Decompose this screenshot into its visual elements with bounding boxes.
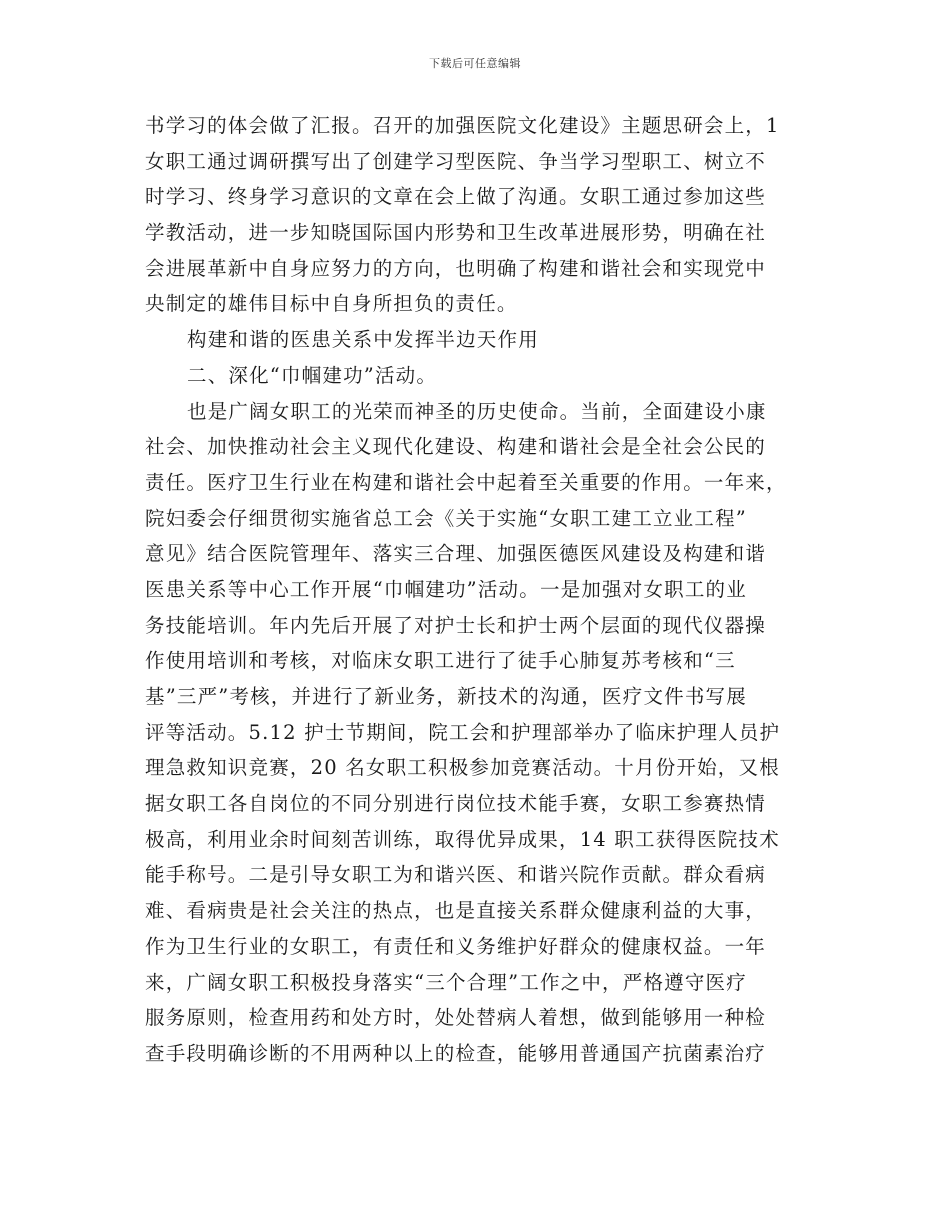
text-line: 查手段明确诊断的不用两种以上的检查，能够用普通国产抗菌素治疗: [145, 1041, 767, 1065]
text-line: 评等活动。5.12 护士节期间，院工会和护理部举办了临床护理人员护: [145, 720, 781, 744]
text-line: 难、看病贵是社会关注的热点，也是直接关系群众健康利益的大事，: [145, 899, 767, 923]
document-body: [145, 108, 815, 1072]
text-line: 社会、加快推动社会主义现代化建设、构建和谐社会是全社会公民的: [145, 435, 767, 459]
text-line: 理急救知识竞赛，20 名女职工积极参加竞赛活动。十月份开始，又根: [145, 756, 780, 780]
text-line: 能手称号。二是引导女职工为和谐兴医、和谐兴院作贡献。群众看病: [145, 863, 767, 887]
text-line: 时学习、终身学习意识的文章在会上做了沟通。女职工通过参加这些: [145, 185, 767, 209]
text-line: 二、深化“巾帼建功”活动。: [187, 363, 438, 387]
text-line: 责任。医疗卫生行业在构建和谐社会中起着至关重要的作用。一年来，: [145, 470, 787, 494]
text-line: 服务原则，检查用药和处方时，处处替病人着想，做到能够用一种检: [145, 1006, 767, 1030]
text-line: 医患关系等中心工作开展“巾帼建功”活动。一是加强对女职工的业: [145, 577, 747, 601]
text-line: 务技能培训。年内先后开展了对护士长和护士两个层面的现代仪器操: [145, 613, 767, 637]
text-line: 女职工通过调研撰写出了创建学习型医院、争当学习型职工、树立不: [145, 149, 767, 173]
text-line: 也是广阔女职工的光荣而神圣的历史使命。当前，全面建设小康: [187, 399, 767, 423]
text-line: 意见》结合医院管理年、落实三合理、加强医德医风建设及构建和谐: [145, 542, 767, 566]
text-line: 作为卫生行业的女职工，有责任和义务维护好群众的健康权益。一年: [145, 934, 767, 958]
text-line: 构建和谐的医患关系中发挥半边天作用: [187, 328, 539, 352]
page-header: 下载后可任意编辑: [429, 57, 521, 70]
text-line: 基”三严”考核，并进行了新业务，新技术的沟通，医疗文件书写展: [145, 685, 747, 708]
text-line: 据女职工各自岗位的不同分别进行岗位技术能手赛，女职工参赛热情: [145, 792, 767, 816]
text-line: 院妇委会仔细贯彻实施省总工会《关于实施“女职工建工立业工程”: [145, 506, 747, 530]
text-line: 会进展革新中自身应努力的方向，也明确了构建和谐社会和实现党中: [145, 256, 767, 280]
text-line: 书学习的体会做了汇报。召开的加强医院文化建设》主题思研会上，1: [145, 114, 780, 137]
text-line: 央制定的雄伟目标中自身所担负的责任。: [145, 292, 518, 316]
text-line: 极高，利用业余时间刻苦训练，取得优异成果，14 职工获得医院技术: [145, 827, 780, 851]
text-line: 学教活动，进一步知晓国际国内形势和卫生改革进展形势，明确在社: [145, 221, 767, 245]
text-line: 来，广阔女职工积极投身落实“三个合理”工作之中，严格遵守医疗: [145, 970, 747, 994]
text-line: 作使用培训和考核，对临床女职工进行了徒手心肺复苏考核和“三: [145, 649, 736, 673]
